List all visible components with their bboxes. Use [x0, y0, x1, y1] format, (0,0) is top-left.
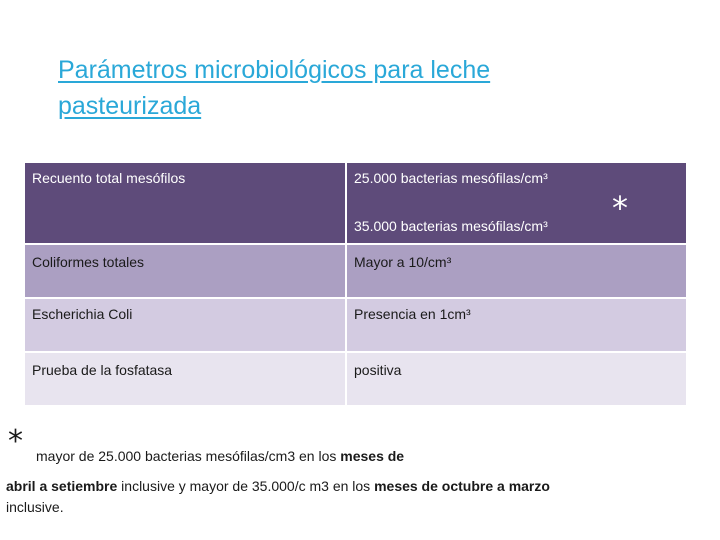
footnote-line2 — [6, 476, 596, 518]
header-asterisk-marker: * — [612, 189, 628, 227]
footnote-text: inclusive y mayor de 35.000/c m3 en los — [117, 478, 375, 494]
table-row — [25, 245, 686, 299]
table-row — [25, 299, 686, 353]
header-value-line2: 35.000 bacterias mesófilas/cm³ — [354, 218, 548, 234]
table-row — [25, 353, 686, 407]
row-value-cell: Mayor a 10/cm³ — [347, 245, 686, 297]
parameters-table — [25, 163, 686, 407]
page-title: Parámetros microbiológicos para leche pasteurizada — [58, 56, 491, 120]
footnote-bold-text: meses de octubre a marzo — [374, 478, 550, 494]
footnote-line1 — [36, 447, 404, 465]
header-parameter-cell: Recuento total mesófilos — [25, 163, 347, 243]
header-value-line1: 25.000 bacterias mesófilas/cm³ — [354, 170, 548, 186]
row-parameter-cell: Prueba de la fosfatasa — [25, 353, 347, 405]
row-value-cell: Presencia en 1cm³ — [347, 299, 686, 351]
footnote-bold-text: meses de — [340, 448, 405, 464]
footnote-text: inclusive. — [6, 499, 64, 515]
header-value-cell — [347, 163, 686, 243]
table-header-row — [25, 163, 686, 245]
footnote-asterisk-marker: * — [8, 424, 23, 459]
footnote-text: mayor de 25.000 bacterias mesófilas/cm3 en los — [36, 448, 341, 464]
footnote-bold-text: abril a setiembre — [6, 478, 118, 494]
row-parameter-cell: Escherichia Coli — [25, 299, 347, 351]
row-parameter-cell: Coliformes totales — [25, 245, 347, 297]
row-value-cell: positiva — [347, 353, 686, 405]
